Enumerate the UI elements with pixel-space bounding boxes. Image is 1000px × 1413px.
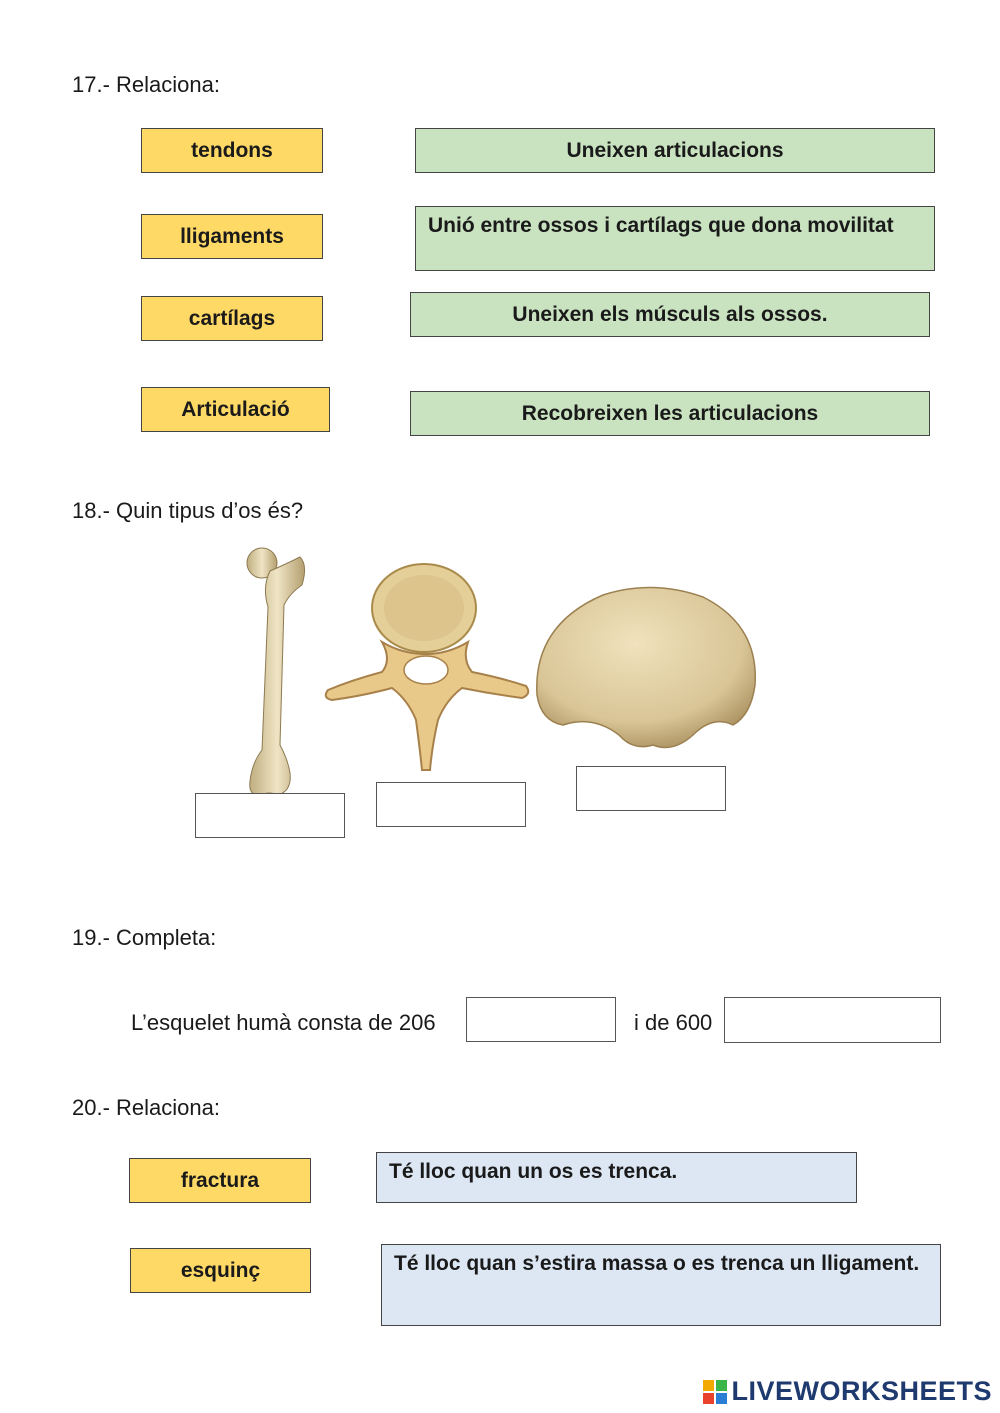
definition-recobreixen[interactable]: Recobreixen les articulacions <box>410 391 930 436</box>
sentence-part1: L’esquelet humà consta de 206 <box>131 1010 436 1035</box>
term-tendons[interactable]: tendons <box>141 128 323 173</box>
skull-image <box>533 585 761 755</box>
term-fractura[interactable]: fractura <box>129 1158 311 1203</box>
q18-title: 18.- Quin tipus d’os és? <box>72 498 304 523</box>
term-cartilags[interactable]: cartílags <box>141 296 323 341</box>
sentence-part2: i de 600 <box>634 1010 713 1035</box>
logo-text: LIVEWORKSHEETS <box>731 1376 992 1406</box>
femur-image <box>232 545 312 800</box>
answer-box-musculs[interactable] <box>724 997 941 1043</box>
definition-esquinc[interactable]: Té lloc quan s’estira massa o es trenca un lligament. <box>381 1244 941 1326</box>
term-lligaments[interactable]: lligaments <box>141 214 323 259</box>
term-articulacio[interactable]: Articulació <box>141 387 330 432</box>
definition-fractura[interactable]: Té lloc quan un os es trenca. <box>376 1152 857 1203</box>
answer-box-ossos[interactable] <box>466 997 616 1042</box>
answer-box-femur[interactable] <box>195 793 345 838</box>
definition-unio-ossos[interactable]: Unió entre ossos i cartílags que dona movilitat <box>415 206 935 271</box>
term-esquinc[interactable]: esquinç <box>130 1248 311 1293</box>
logo-grid-icon <box>703 1380 727 1404</box>
q19-title: 19.- Completa: <box>72 925 217 950</box>
vertebra-image <box>322 560 532 775</box>
q20-title: 20.- Relaciona: <box>72 1095 220 1120</box>
definition-uneixen-articulacions[interactable]: Uneixen articulacions <box>415 128 935 173</box>
definition-uneixen-musculs[interactable]: Uneixen els músculs als ossos. <box>410 292 930 337</box>
answer-box-skull[interactable] <box>576 766 726 811</box>
liveworksheets-logo <box>703 1376 992 1407</box>
q17-title: 17.- Relaciona: <box>72 72 220 97</box>
answer-box-vertebra[interactable] <box>376 782 526 827</box>
